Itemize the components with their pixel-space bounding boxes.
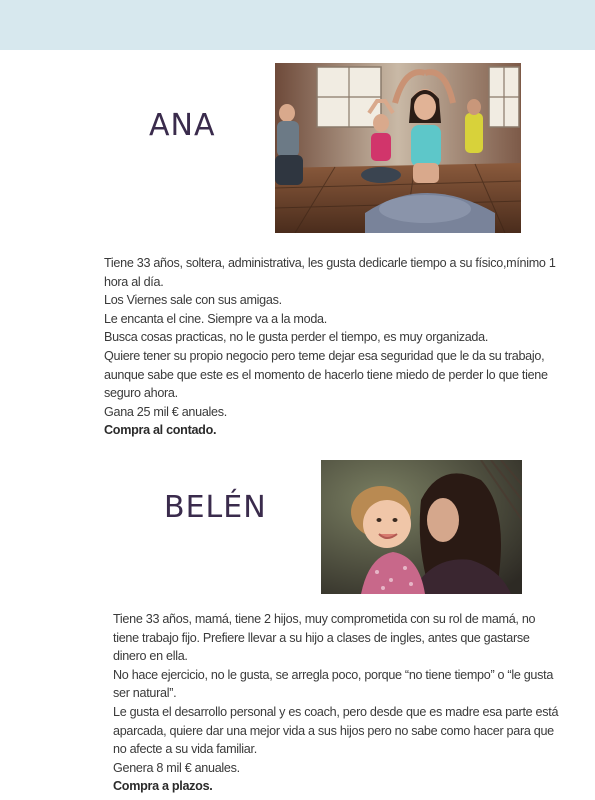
bio-line: Los Viernes sale con sus amigas. [104, 293, 282, 308]
profile-bio-belen [113, 610, 563, 796]
bio-line: Tiene 33 años, soltera, administrativa, les gusta dedicarle tiempo a su físico,mínimo 1 hora al día. [104, 256, 556, 289]
bio-line: Gana 25 mil € anuales. [104, 404, 227, 419]
photo-belen-mother-child [321, 460, 522, 594]
bio-line: No hace ejercicio, no le gusta, se arregla poco, porque “no tiene tiempo” o “le gusta ser natural”. [113, 667, 554, 701]
bio-line: Quiere tener su propio negocio pero teme dejar esa seguridad que le da su trabajo, aunque sabe que este es el momento de hacerlo tiene miedo de perder lo que tiene seguro ahora. [104, 348, 548, 401]
profile-name-ana: ANA [149, 108, 216, 143]
payment-type: Compra al contado. [104, 423, 217, 438]
profile-bio-ana [104, 254, 564, 440]
bio-line: Genera 8 mil € anuales. [113, 760, 240, 775]
bio-line: Le gusta el desarrollo personal y es coach, pero desde que es madre esa parte está aparcada, quiere dar una mejor vida a sus hijos pero no sabe como hacer para que no afecte a su vida familiar. [113, 704, 559, 757]
photo-ana-yoga [275, 63, 521, 233]
payment-type: Compra a plazos. [113, 779, 213, 794]
bio-line: Le encanta el cine. Siempre va a la moda. [104, 311, 327, 326]
header-band [0, 0, 595, 50]
bio-line: Tiene 33 años, mamá, tiene 2 hijos, muy comprometida con su rol de mamá, no tiene trabajo fijo. Prefiere llevar a su hijo a clases de ingles, antes que gastarse dinero en ella. [113, 612, 536, 664]
bio-line: Busca cosas practicas, no le gusta perder el tiempo, es muy organizada. [104, 330, 489, 345]
profile-name-belen: BELÉN [164, 490, 267, 525]
